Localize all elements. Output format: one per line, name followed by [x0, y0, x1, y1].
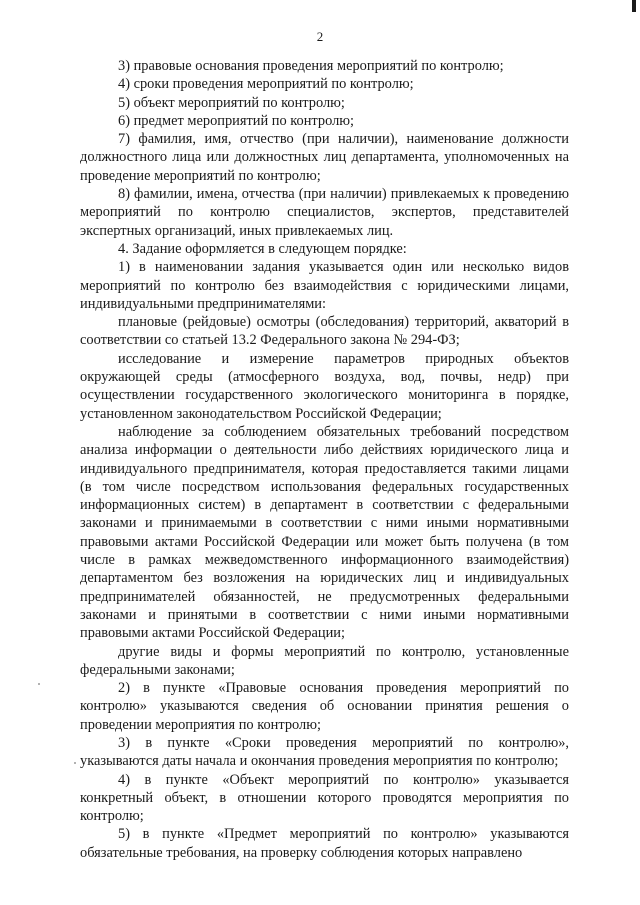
paragraph-legal-basis-field: 2) в пункте «Правовые основания проведения мероприятий по контролю» указываются сведения об основании принятия решения о проведении мероприятия по контролю;: [80, 680, 569, 733]
list-item-legal-basis: 3) правовые основания проведения мероприятий по контролю;: [118, 58, 504, 74]
paragraph-other-forms: другие виды и формы мероприятий по контролю, установленные федеральными законами;: [80, 643, 569, 678]
list-item-experts: 8) фамилии, имена, отчества (при наличии) привлекаемых к проведению мероприятий по контролю специалистов, экспертов, представителей экспертных организаций, иных привлекаемых лиц.: [80, 186, 569, 239]
paragraph-monitoring: наблюдение за соблюдением обязательных требований посредством анализа информации о деятельности либо действиях юридического лица и индивидуального предпринимателя, которая предоставляется такими лицами (в том числе посредством использования федеральных государственных информационных систем) в департамент в соответствии с федеральными законами и принимаемыми в соответствии с ними иными нормативными правовыми актами Российской Федерации или может быть получена (в том числе в рамках межведомственного информационного взаимодействия) департаментом без возложения на юридических лиц и индивидуальных предпринимателей обязанностей, не предусмотренных федеральными законами и принятыми в соответствии с ними иными нормативными правовыми актами Российской Федерации;: [80, 423, 569, 642]
list-item-dates: 4) сроки проведения мероприятий по контролю;: [118, 76, 414, 93]
list-item-object: 5) объект мероприятий по контролю;: [118, 94, 345, 111]
list-item-officials: 7) фамилия, имя, отчество (при наличии), наименование должности должностного лица или должностных лиц департамента, уполномоченных на проведение мероприятий по контролю;: [80, 131, 569, 184]
paragraph-task-name: 1) в наименовании задания указывается один или несколько видов мероприятий по контролю без взаимодействия с юридическими лицами, индивидуальными предпринимателями:: [80, 259, 569, 312]
document-body: [80, 57, 569, 862]
paragraph-subject-field: 5) в пункте «Предмет мероприятий по контролю» указываются обязательные требования, на проверку соблюдения которых направлено: [80, 826, 569, 861]
section-4-heading: 4. Задание оформляется в следующем порядке:: [118, 240, 407, 257]
scan-speck: [38, 683, 40, 685]
list-item-subject: 6) предмет мероприятий по контролю;: [118, 112, 355, 129]
paragraph-object-field: 4) в пункте «Объект мероприятий по контролю» указывается конкретный объект, в отношении которого проводятся мероприятия по контролю;: [80, 771, 569, 825]
paragraph-measurements: исследование и измерение параметров природных объектов окружающей среды (атмосферного воздуха, вод, почвы, недр) при осуществлении государственного экологического мониторинга в порядке, установленном законодательством Российской Федерации;: [80, 350, 569, 422]
scan-speck: [74, 762, 76, 764]
paragraph-planned-inspections: плановые (рейдовые) осмотры (обследования) территорий, акваторий в соответствии со статьей 13.2 Федерального закона № 294-ФЗ;: [80, 314, 569, 349]
page-number: 2: [316, 29, 324, 44]
paragraph-dates-field: 3) в пункте «Сроки проведения мероприятий по контролю», указываются даты начала и окончания проведения мероприятия по контролю;: [80, 734, 569, 770]
scan-edge-mark: [632, 0, 636, 12]
